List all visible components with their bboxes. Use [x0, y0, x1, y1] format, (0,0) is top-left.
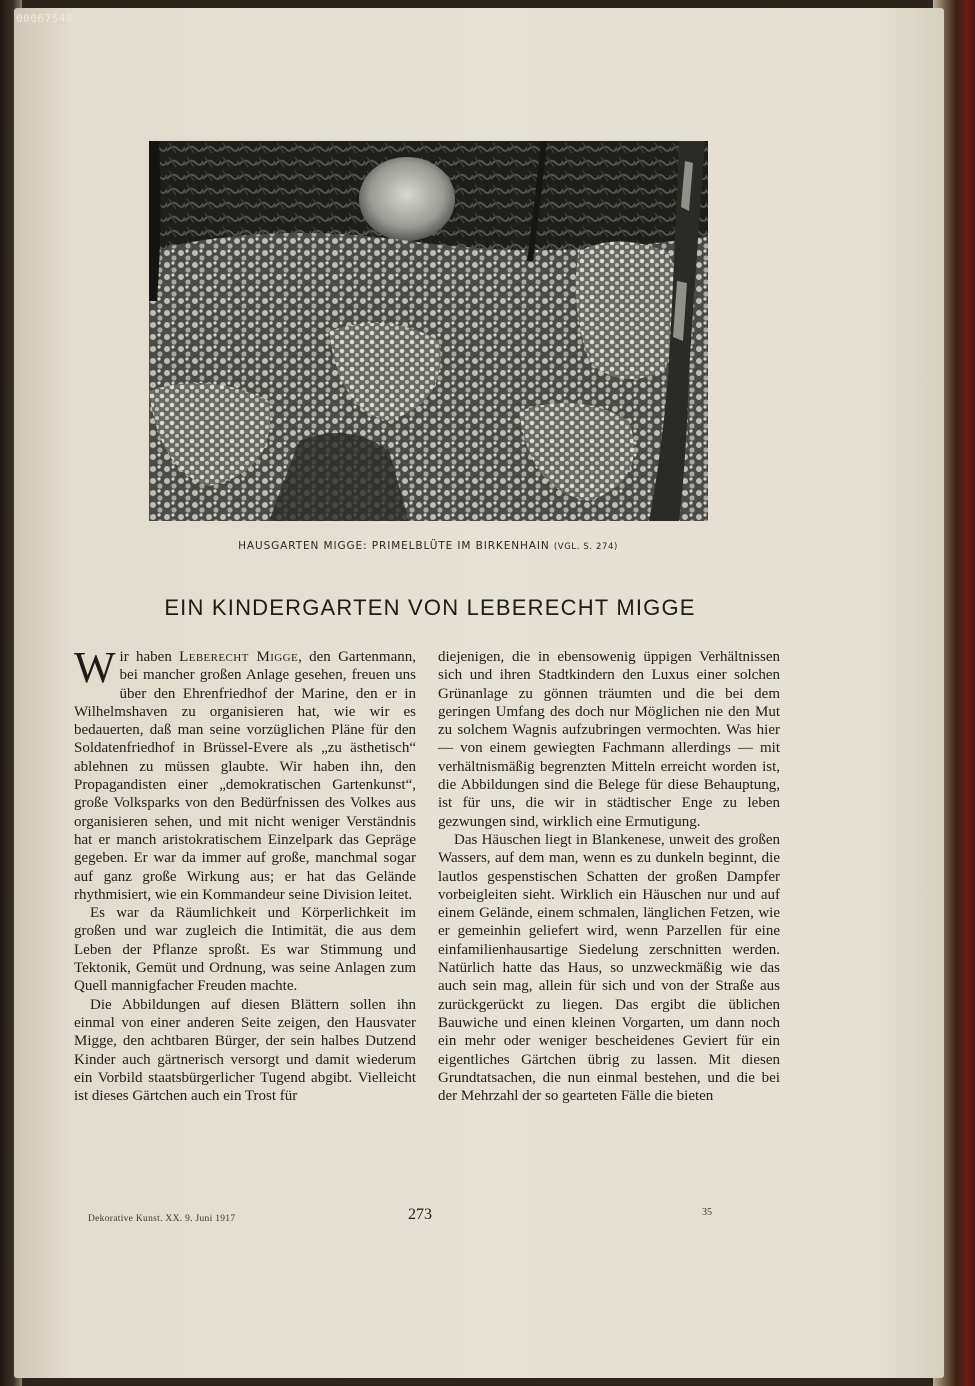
journal-reference: Dekorative Kunst. XX. 9. Juni 1917	[88, 1214, 236, 1224]
paragraph-start: ir haben	[119, 649, 180, 665]
text-column-right	[438, 648, 780, 1105]
paragraph: Es war da Räumlichkeit und Körperlichkeit im großen und war zugleich die Intimität, die aus dem Leben der Pflanze sproßt. Es war Stimmung und Tektonik, Gemüt und Ordnung, was seine Anlagen zum Quell mannigfacher Freuden machte.	[74, 905, 416, 995]
photo-illustration	[149, 141, 708, 521]
text-column-left	[74, 643, 416, 1105]
drop-cap: W	[74, 643, 116, 692]
signature-mark: 35	[702, 1207, 712, 1218]
person-name: Leberecht Migge	[179, 649, 299, 665]
garden-photograph	[149, 141, 708, 521]
paragraph	[74, 643, 416, 904]
page-number: 273	[408, 1206, 432, 1223]
paragraph-rest: , den Gartenmann, bei mancher großen Anlage gesehen, freuen uns über den Ehrenfriedhof der Marine, den er in Wilhelmshaven zu organisieren hat, wie wir es bedauerten, daß man seine vorzüglichen Pläne für den Soldatenfriedhof in Brüssel-Evere als „zu ästhetisch“ ablehnen zu müssen glaubte. Wir haben ihn, den Propagandisten einer „demokratischen Gartenkunst“, große Volksparks von den Bedürfnissen des Volkes aus organisieren sehen, und mit nicht weniger Verständnis hat er manch aristokratischem Einzelpark das Gepräge gegeben. Er war da immer auf große, manchmal sogar auf ganz große Wirkung aus; er hat das Gelände rhythmisiert, wie ein Kommandeur seine Division leitet.	[74, 649, 416, 903]
scan-id-stamp: 00067548	[16, 12, 73, 25]
paragraph: diejenigen, die in ebensowenig üppigen Verhältnissen sich und ihren Stadtkindern den Luxus einer solchen Grünanlage zu gönnen träumten und die bei dem geringen Umfang des doch nur Möglichen nie den Mut zu solchem Wagnis aufzubringen vermochten. Was hier — von einem gewiegten Fachmann allerdings — mit verhältnismäßig begrenzten Mitteln erreicht worden ist, die Abbildungen sind die Belege für diese Behauptung, ist für uns, die wir in städtischer Enge zu leben gezwungen sind, wirklich eine Ermutigung.	[438, 649, 780, 830]
caption-reference: (VGL. S. 274)	[553, 542, 618, 552]
caption-text: HAUSGARTEN MIGGE: PRIMELBLÜTE IM BIRKENHAIN	[238, 540, 550, 552]
paragraph: Die Abbildungen auf diesen Blättern sollen ihn einmal von einer anderen Seite zeigen, den Hausvater Migge, den achtbaren Bürger, der sein halbes Dutzend Kinder auch gärtnerisch versorgt und damit wiederum ein Vorbild staatsbürgerlicher Tugend abgibt. Vielleicht ist dieses Gärtchen auch ein Trost für	[74, 996, 416, 1105]
paragraph: Das Häuschen liegt in Blankenese, unweit des großen Wassers, auf dem man, wenn es zu dunkeln beginnt, die lautlos gespenstischen Schatten der großen Dampfer vorbeigleiten sieht. Wirklich ein Häuschen nur und auf einem Gelände, einem schmalen, länglichen Fetzen, wie er gemeinhin geliefert wird, wenn Parzellen für eine einfamilienhausartige Siedelung zerschnitten werden. Natürlich hatte das Haus, so unzweckmäßig wie das auch sein mag, allein für sich und von der Straße aus zurückgerückt zu liegen. Das ergibt die üblichen Bauwiche und einen kleinen Vorgarten, um dann noch ein mehr oder weniger bescheidenes Geviert für ein eigentliches Gärtchen übrig zu lassen. Mit diesen Grundtatsachen, die nun einmal bestehen, und die bei der Mehrzahl der so gearteten Fälle die bieten	[438, 831, 780, 1105]
photo-caption	[150, 540, 706, 552]
article-title: EIN KINDERGARTEN VON LEBERECHT MIGGE	[164, 595, 696, 620]
